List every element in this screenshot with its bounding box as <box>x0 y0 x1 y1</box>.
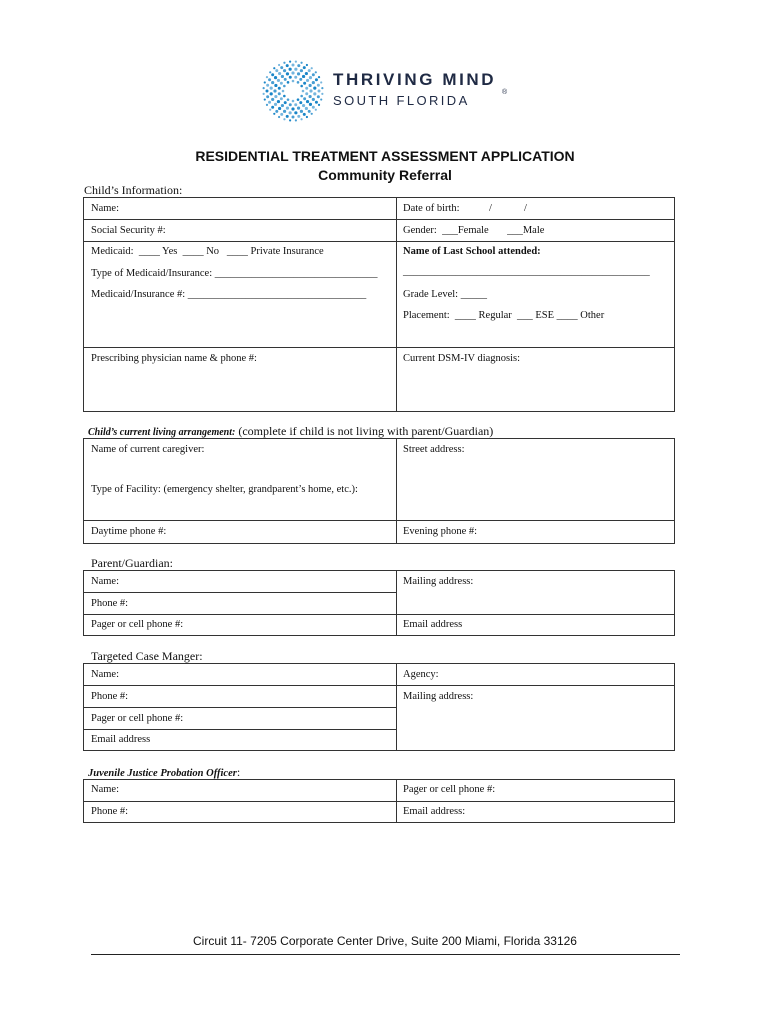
logo-dot <box>277 79 280 82</box>
logo-dot <box>289 111 292 114</box>
logo-dot <box>264 81 266 83</box>
logo-dot <box>286 115 289 118</box>
logo-dot <box>305 107 308 110</box>
logo-dot <box>306 79 309 82</box>
parent-mailing-field[interactable]: Mailing address: <box>403 576 474 587</box>
last-school-field[interactable]: _______________________________________________ <box>403 266 650 277</box>
logo-dot <box>278 87 281 90</box>
dob-separator-2: / <box>524 203 527 214</box>
logo-dot <box>305 87 308 90</box>
logo-dot <box>266 95 269 98</box>
cm-phone-field[interactable]: Phone #: <box>91 691 129 702</box>
jjpo-label: Juvenile Justice Probation Officer <box>88 768 237 779</box>
jjpo-phone-field[interactable]: Phone #: <box>91 806 129 817</box>
logo-dot <box>313 87 316 90</box>
logo-dot <box>312 106 315 109</box>
physician-field[interactable]: Prescribing physician name & phone #: <box>91 353 257 364</box>
logo-dot <box>309 84 312 87</box>
logo <box>262 60 522 124</box>
logo-dot <box>308 110 311 113</box>
logo-dot <box>287 98 290 101</box>
logo-dot <box>294 103 297 106</box>
child-dob-field[interactable]: Date of birth: <box>403 203 460 214</box>
logo-dot <box>300 62 302 64</box>
logo-dot <box>317 84 320 87</box>
logo-dot <box>283 62 285 64</box>
logo-dot <box>271 81 274 84</box>
logo-dot <box>315 101 318 104</box>
logo-dot <box>294 76 297 79</box>
logo-dot <box>271 73 274 76</box>
street-address-field[interactable]: Street address: <box>403 444 465 455</box>
logo-dot <box>273 89 276 92</box>
logo-dot <box>289 103 292 106</box>
facility-type-field[interactable]: Type of Facility: (emergency shelter, grandparent’s home, etc.): <box>91 484 358 495</box>
logo-dot <box>315 78 318 81</box>
logo-dot <box>306 116 308 118</box>
logo-dot <box>299 101 302 104</box>
logo-dot <box>280 66 283 69</box>
logo-dot <box>289 61 291 63</box>
cm-agency-field[interactable]: Agency: <box>403 669 439 680</box>
cm-mailing-field[interactable]: Mailing address: <box>403 691 474 702</box>
medicaid-type-field[interactable]: Type of Medicaid/Insurance: _______________________________ <box>91 268 378 279</box>
logo-dot <box>300 95 303 98</box>
logo-dot <box>303 97 306 100</box>
logo-dot <box>311 67 313 69</box>
logo-dot <box>283 118 285 120</box>
section-label-parent: Parent/Guardian: <box>91 556 173 570</box>
logo-dot <box>286 107 289 110</box>
logo-dot <box>309 89 312 92</box>
logo-dot <box>292 64 295 67</box>
logo-line1: THRIVING MIND <box>333 70 497 89</box>
logo-dot <box>300 69 303 72</box>
cm-pager-field[interactable]: Pager or cell phone #: <box>91 713 184 724</box>
logo-dot <box>278 107 281 110</box>
logo-dot <box>318 104 320 106</box>
logo-dot <box>302 75 305 78</box>
logo-dot <box>287 81 290 84</box>
logo-dot <box>270 87 273 90</box>
logo-dot <box>286 72 289 75</box>
logo-dot <box>309 76 312 79</box>
parent-email-field[interactable]: Email address <box>403 619 463 630</box>
logo-dot <box>294 68 297 71</box>
logo-dot <box>266 104 268 106</box>
logo-dot <box>302 104 305 107</box>
logo-dot <box>284 78 287 81</box>
logo-dot <box>312 98 315 101</box>
section-label-case-manager: Targeted Case Manger: <box>91 649 203 663</box>
logo-dot <box>303 82 306 85</box>
logo-dot <box>300 85 303 88</box>
logo-dot <box>291 71 294 74</box>
logo-dot <box>306 100 309 103</box>
logo-dot <box>291 107 294 110</box>
jjpo-name-field[interactable]: Name: <box>91 784 119 795</box>
caregiver-field[interactable]: Name of current caregiver: <box>91 444 205 455</box>
logo-dot <box>275 110 278 113</box>
logo-dot <box>318 90 321 93</box>
registered-mark: ® <box>502 89 508 96</box>
logo-dot <box>303 66 306 69</box>
parent-pager-field[interactable]: Pager or cell phone #: <box>91 619 184 630</box>
logo-dot <box>273 67 275 69</box>
logo-dot <box>289 119 291 121</box>
logo-dot <box>295 61 297 63</box>
logo-dot <box>305 72 308 75</box>
logo-dot <box>278 64 280 66</box>
section-label-living <box>88 424 493 439</box>
logo-dot <box>317 95 320 98</box>
footer-address: Circuit 11- 7205 Corporate Center Drive, Suite 200 Miami, Florida 33126 <box>193 934 577 948</box>
logo-dot <box>303 113 306 116</box>
dob-separator-1: / <box>489 203 492 214</box>
logo-dot <box>312 81 315 84</box>
living-label-rest: (complete if child is not living with parent/Guardian) <box>235 424 494 438</box>
logo-dot <box>283 69 286 72</box>
logo-dot <box>278 116 280 118</box>
logo-dot <box>308 69 311 72</box>
logo-dot <box>297 107 300 110</box>
jjpo-email-field[interactable]: Email address: <box>403 806 466 817</box>
logo-dot <box>294 111 297 114</box>
section-label-child-info: Child’s Information: <box>84 183 183 197</box>
dsm-diagnosis-field[interactable]: Current DSM-IV diagnosis: <box>403 353 521 364</box>
logo-dot <box>278 72 281 75</box>
logo-dot <box>311 113 313 115</box>
logo-dot <box>299 78 302 81</box>
medicaid-number-field[interactable]: Medicaid/Insurance #: __________________________________ <box>91 289 367 300</box>
logo-dot <box>292 116 295 119</box>
cm-email-field[interactable]: Email address <box>91 734 151 745</box>
logo-dot <box>309 95 312 98</box>
logo-dot <box>266 76 268 78</box>
logo-dot <box>292 80 295 83</box>
daytime-phone-field[interactable]: Daytime phone #: <box>91 526 167 537</box>
logo-dot <box>269 71 271 73</box>
footer-rule <box>91 954 680 955</box>
logo-dot <box>281 104 284 107</box>
child-gender-field[interactable]: Gender: ___Female ___Male <box>403 225 545 236</box>
logo-dot <box>315 109 317 111</box>
logo-dot <box>270 92 273 95</box>
logo-dot <box>273 113 275 115</box>
logo-dot <box>263 93 265 95</box>
logo-dot <box>271 98 274 101</box>
page-subtitle: Community Referral <box>318 167 452 183</box>
child-ssn-field[interactable]: Social Security #: <box>91 225 166 236</box>
logo-dot <box>320 81 322 83</box>
logo-dot <box>297 81 300 84</box>
logo-dot <box>305 92 308 95</box>
placement-field[interactable]: Placement: ____ Regular ___ ESE ____ Other <box>403 310 605 321</box>
logo-dot <box>295 119 297 121</box>
page-title: RESIDENTIAL TREATMENT ASSESSMENT APPLICATION <box>195 148 575 164</box>
logo-dot <box>283 110 286 113</box>
logo-dot <box>302 90 305 93</box>
logo-dot <box>297 72 300 75</box>
logo-line2: SOUTH FLORIDA <box>333 93 470 108</box>
logo-dot <box>286 64 289 67</box>
logo-dot <box>281 75 284 78</box>
logo-dot <box>312 73 315 76</box>
logo-dot <box>274 103 277 106</box>
logo-dot <box>280 97 283 100</box>
logo-dot <box>275 69 278 72</box>
living-label-bold: Child’s current living arrangement: <box>88 427 236 438</box>
parent-name-field[interactable]: Name: <box>91 576 119 587</box>
logo-dot <box>263 87 265 89</box>
jjpo-pager-field[interactable]: Pager or cell phone #: <box>403 784 496 795</box>
logo-dot <box>280 82 283 85</box>
child-name-field[interactable]: Name: <box>91 203 119 214</box>
logo-dot <box>315 71 317 73</box>
logo-dot <box>271 106 274 109</box>
logo-mark-icon <box>262 60 326 124</box>
logo-dot <box>297 115 300 118</box>
logo-dot <box>297 98 300 101</box>
section-label-jjpo <box>88 765 240 780</box>
grade-level-field[interactable]: Grade Level: _____ <box>403 289 487 300</box>
medicaid-field[interactable]: Medicaid: ____ Yes ____ No ____ Private Insurance <box>91 246 324 257</box>
logo-dot <box>289 68 292 71</box>
cm-name-field[interactable]: Name: <box>91 669 119 680</box>
logo-dot <box>268 101 271 104</box>
logo-dot <box>266 84 269 87</box>
parent-phone-field[interactable]: Phone #: <box>91 598 129 609</box>
logo-dot <box>274 76 277 79</box>
logo-dot <box>300 118 302 120</box>
logo-dot <box>282 90 285 93</box>
logo-dot <box>280 113 283 116</box>
logo-dot <box>274 84 277 87</box>
last-school-label: Name of Last School attended: <box>403 246 541 257</box>
logo-dot <box>320 98 322 100</box>
logo-dot <box>284 101 287 104</box>
jjpo-colon: : <box>236 765 241 779</box>
logo-dot <box>313 92 316 95</box>
logo-dot <box>283 95 286 98</box>
logo-dot <box>309 103 312 106</box>
logo-dot <box>266 90 269 93</box>
logo-dot <box>278 92 281 95</box>
logo-dot <box>283 85 286 88</box>
logo-dot <box>300 110 303 113</box>
logo-dot <box>264 98 266 100</box>
child-info-table <box>83 197 675 412</box>
logo-dot <box>321 93 323 95</box>
logo-dot <box>318 76 320 78</box>
evening-phone-field[interactable]: Evening phone #: <box>403 526 478 537</box>
logo-dot <box>292 100 295 103</box>
logo-dot <box>321 87 323 89</box>
logo-dot <box>274 95 277 98</box>
logo-dot <box>269 109 271 111</box>
logo-dot <box>277 100 280 103</box>
logo-dot <box>297 64 300 67</box>
logo-dot <box>289 76 292 79</box>
logo-dot <box>306 64 308 66</box>
logo-dot <box>268 78 271 81</box>
